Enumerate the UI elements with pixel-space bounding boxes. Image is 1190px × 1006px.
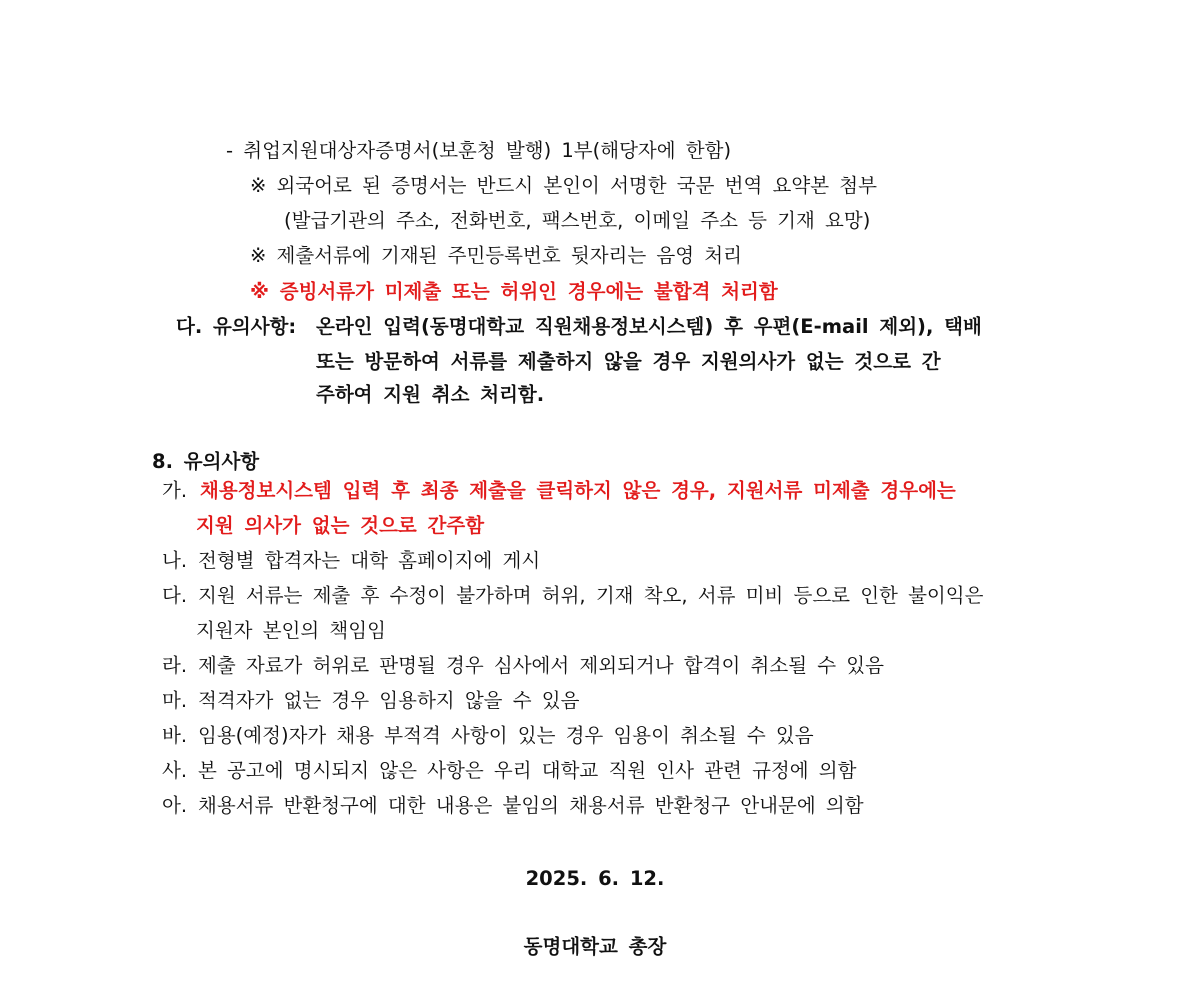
caution-da-line-3: 주하여 지원 취소 처리함. <box>316 383 545 406</box>
list-item-marker: 아. <box>162 794 188 817</box>
list-item-marker: 나. <box>162 549 188 572</box>
note-foreign-language-translation: ※ 외국어로 된 증명서는 반드시 본인이 서명한 국문 번역 요약본 첨부 <box>250 174 877 197</box>
list-item-marker: 바. <box>162 724 188 747</box>
caution-da-line-2: 또는 방문하여 서류를 제출하지 않을 경우 지원의사가 없는 것으로 간 <box>316 350 941 373</box>
list-item-da-line-1: 지원 서류는 제출 후 수정이 불가하며 허위, 기재 착오, 서류 미비 등으로 인한 불이익은 <box>198 584 984 607</box>
list-item-da-line-2: 지원자 본인의 책임임 <box>196 619 386 642</box>
list-item-na: 전형별 합격자는 대학 홈페이지에 게시 <box>198 549 541 572</box>
list-item-marker: 다. <box>162 584 188 607</box>
list-item-marker: 마. <box>162 689 188 712</box>
note-foreign-language-translation-cont: (발급기관의 주소, 전화번호, 팩스번호, 이메일 주소 등 기재 요망) <box>284 209 871 232</box>
list-item-marker: 라. <box>162 654 188 677</box>
list-item-ma: 적격자가 없는 경우 임용하지 않을 수 있음 <box>198 689 580 712</box>
issuer-signature: 동명대학교 총장 <box>523 935 667 958</box>
list-item-marker: 가. <box>162 479 188 502</box>
announcement-date: 2025. 6. 12. <box>525 867 665 890</box>
list-item-a: 채용서류 반환청구에 대한 내용은 붙임의 채용서류 반환청구 안내문에 의함 <box>198 794 864 817</box>
list-item-ra: 제출 자료가 허위로 판명될 경우 심사에서 제외되거나 합격이 취소될 수 있음 <box>198 654 884 677</box>
list-item-marker: 사. <box>162 759 188 782</box>
list-item-ga-line-2: 지원 의사가 없는 것으로 간주함 <box>196 514 485 537</box>
document-item-veterans-certificate: - 취업지원대상자증명서(보훈청 발행) 1부(해당자에 한함) <box>226 139 732 162</box>
list-item-ba: 임용(예정)자가 채용 부적격 사항이 있는 경우 임용이 취소될 수 있음 <box>198 724 814 747</box>
caution-da-line-1: 온라인 입력(동명대학교 직원채용정보시스템) 후 우편(E-mail 제외), 택배 <box>316 315 982 338</box>
section-8-title: 8. 유의사항 <box>152 450 260 473</box>
note-resident-number-masking: ※ 제출서류에 기재된 주민등록번호 뒷자리는 음영 처리 <box>250 244 742 267</box>
note-disqualification-warning: ※ 증빙서류가 미제출 또는 허위인 경우에는 불합격 처리함 <box>250 280 778 303</box>
caution-da-label: 다. 유의사항: <box>176 315 297 338</box>
list-item-ga-line-1: 채용정보시스템 입력 후 최종 제출을 클릭하지 않은 경우, 지원서류 미제출 경우에는 <box>200 479 956 502</box>
list-item-sa: 본 공고에 명시되지 않은 사항은 우리 대학교 직원 인사 관련 규정에 의함 <box>198 759 857 782</box>
